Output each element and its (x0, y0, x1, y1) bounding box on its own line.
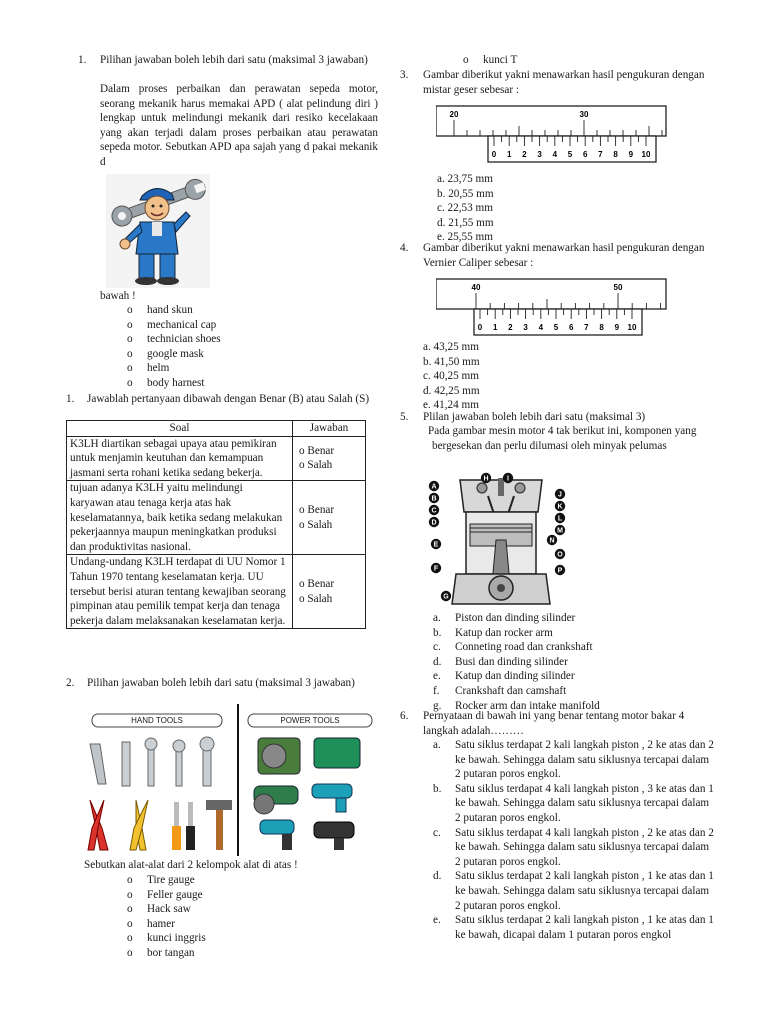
engine-part-label (441, 591, 451, 601)
true-false-table (66, 420, 366, 629)
svg-text:L: L (557, 515, 563, 523)
vernier-label: 0 (491, 150, 497, 159)
q1-tail: bawah ! (100, 290, 136, 302)
svg-text:D: D (431, 519, 437, 527)
vernier-label: 0 (477, 323, 483, 332)
q3-option[interactable]: a. 23,75 mm (437, 173, 493, 185)
q1-number: 1. (78, 54, 87, 66)
vernier-label: 2 (522, 150, 527, 159)
jawaban-cell (293, 555, 366, 629)
q1-title: Pilihan jawaban boleh lebih dari satu (maksimal 3 jawaban) (100, 54, 368, 66)
power-tools-label: POWER TOOLS (280, 716, 340, 725)
vernier-label: 5 (553, 323, 559, 332)
q5-option[interactable]: f. Crankshaft dan camshaft (433, 684, 567, 697)
svg-text:J: J (558, 491, 562, 499)
q3-option[interactable]: b. 20,55 mm (437, 187, 494, 200)
vernier-label: 2 (508, 323, 513, 332)
col-soal-header: Soal (67, 421, 293, 437)
jawaban-cell (293, 481, 366, 555)
soal-cell: Undang-undang K3LH terdapat di UU Nomor 1 Tahun 1970 tentang keselamatan kerja. UU tersebut berisi aturan tentang kewajiban seorang pimpinan atau pemilik tempat kerja dan tenaga pekerja dalam melaksanakan keselamatan kerja. (67, 555, 293, 629)
q5-options (433, 611, 600, 713)
q5-option[interactable]: a. Piston dan dinding silinder (433, 612, 576, 624)
svg-text:C: C (431, 507, 437, 515)
q5-title: Plilan jawaban boleh lebih dari satu (maksimal 3) (423, 411, 646, 423)
main-scale (436, 279, 666, 309)
vernier-label: 6 (582, 150, 588, 159)
table-row (67, 555, 366, 629)
soal-cell: K3LH diartikan sebagai upaya atau pemikiran untuk menjamin keutuhan dan kemampuan jasmani serta rohani ketika sedang bekerja. (67, 436, 293, 481)
q4-number: 4. (400, 242, 409, 254)
salah-option[interactable]: o Salah (299, 518, 333, 531)
q6-options (433, 738, 715, 942)
q1-option[interactable]: o body harnest (127, 376, 221, 391)
vernier-label: 7 (584, 323, 589, 332)
vernier-label: 5 (567, 150, 573, 159)
q6-option[interactable]: e. Satu siklus terdapat 2 kali langkah piston , 1 ke atas dan 1 ke bawah, dicapai dalam 1 putaran poros engkol (433, 914, 714, 941)
q4-title: Gambar diberikut yakni menawarkan hasil pengukuran dengan Vernier Caliper sebesar : (423, 242, 705, 269)
engine-part-label (429, 493, 439, 503)
caliper-q3 (436, 104, 668, 166)
svg-text:I: I (507, 475, 509, 483)
main-scale-label: 40 (471, 283, 481, 292)
q2-title: Pilihan jawaban boleh lebih dari satu (maksimal 3 jawaban) (87, 677, 355, 689)
svg-text:O: O (557, 551, 563, 559)
vernier-label: 9 (614, 323, 620, 332)
qbs-number: 1. (66, 393, 75, 405)
q6-option[interactable]: b. Satu siklus terdapat 4 kali langkah piston , 3 ke atas dan 1 ke bawah. Sehingga dalam satu siklusnya tercapai dalam 2 putaran poros engkol. (433, 782, 714, 824)
vernier-label: 3 (537, 150, 542, 159)
salah-option[interactable]: o Salah (299, 592, 333, 605)
tools-illustration (78, 704, 384, 856)
engine-part-label (481, 473, 491, 483)
q2-option[interactable]: o kunci inggris (127, 931, 206, 946)
q4-option[interactable]: c. 40,25 mm (423, 370, 479, 383)
q1-body: Dalam proses perbaikan dan perawatan sepeda motor, seorang mekanik harus memakai APD ( alat pelindung diri ) lengkap untuk melindungi mekanik dari resiko kecelakaan yang akan terjadi dalam proses perbaikan atau perawatan sepeda motor. Sebutkan APD apa sajah yang d pakai mekanik d (100, 83, 378, 168)
svg-text:H: H (483, 475, 489, 483)
qbs-title: Jawablah pertanyaan dibawah dengan Benar (B) atau Salah (S) (87, 393, 370, 405)
engine-part-label (555, 501, 565, 511)
vernier-label: 1 (506, 150, 512, 159)
engine-part-label (431, 539, 441, 549)
q3-option[interactable]: e. 25,55 mm (437, 231, 493, 244)
engine-part-label (547, 535, 557, 545)
benar-option[interactable]: o Benar (299, 444, 335, 457)
vernier-label: 10 (641, 150, 651, 159)
q1-option[interactable]: o google mask (127, 347, 221, 362)
q5-number: 5. (400, 411, 409, 423)
q1-option[interactable]: o hand skun (127, 303, 221, 318)
q6-number: 6. (400, 710, 409, 722)
caliper-q4 (436, 277, 668, 339)
vernier-label: 7 (598, 150, 603, 159)
q2-option[interactable]: o Feller gauge (127, 888, 206, 903)
q1-option[interactable]: o mechanical cap (127, 318, 221, 333)
svg-text:M: M (557, 527, 563, 535)
q2-extra-option-list (463, 53, 517, 68)
q1-option[interactable]: o technician shoes (127, 332, 221, 347)
q3-number: 3. (400, 69, 409, 81)
q3-option[interactable]: d. 21,55 mm (437, 216, 494, 229)
q2-option[interactable]: o hamer (127, 917, 206, 932)
q5-option[interactable]: d. Busi dan dinding silinder (433, 655, 568, 668)
svg-text:G: G (443, 593, 449, 601)
q2-prompt: Sebutkan alat-alat dari 2 kelompok alat di atas ! (84, 859, 298, 871)
vernier-label: 6 (568, 323, 574, 332)
engine-part-label (555, 513, 565, 523)
soal-cell: tujuan adanya K3LH yaitu melindungi karyawan atau tenaga kerja atas hak keselamatannya, baik ketika sedang melakukan pekerjaannya maupun meningkatkan produksi dan produktivitas nasional. (67, 481, 293, 555)
svg-text:E: E (433, 541, 439, 549)
q2-options (127, 873, 206, 961)
main-scale (436, 106, 666, 136)
vernier-label: 1 (492, 323, 498, 332)
benar-option[interactable]: o Benar (299, 578, 335, 591)
q6-option[interactable]: d. Satu siklus terdapat 2 kali langkah piston , 1 ke atas dan 1 ke bawah. Sehingga dalam satu siklusnya tercapai dalam 2 putaran poros engkol. (433, 870, 714, 912)
main-scale-label: 30 (579, 110, 589, 119)
q5-option[interactable]: c. Conneting road dan crankshaft (433, 641, 593, 654)
q6-option[interactable]: c. Satu siklus terdapat 4 kali langkah piston , 2 ke atas dan 2 ke bawah. Sehingga dalam satu siklusnya tercapai dalam 2 putaran poros engkol. (433, 826, 714, 868)
vernier-label: 8 (599, 323, 604, 332)
vernier-label: 10 (627, 323, 637, 332)
svg-text:A: A (431, 483, 437, 491)
vernier-label: 4 (538, 323, 544, 332)
engine-part-label (429, 517, 439, 527)
engine-part-label (555, 549, 565, 559)
q6-title: Pernyataan di bawah ini yang benar tentang motor bakar 4 langkah adalah……… (423, 710, 685, 737)
q1-option[interactable]: o helm (127, 361, 221, 376)
jawaban-cell (293, 436, 366, 481)
engine-part-label (431, 563, 441, 573)
q2-option[interactable]: o Tire gauge (127, 873, 206, 888)
benar-option[interactable]: o Benar (299, 504, 335, 517)
svg-text:B: B (431, 495, 437, 503)
vernier-label: 4 (552, 150, 558, 159)
q4-option[interactable]: a. 43,25 mm (423, 341, 479, 353)
engine-part-label (429, 481, 439, 491)
q5-option[interactable]: b. Katup dan rocker arm (433, 626, 553, 639)
q4-option[interactable]: d. 42,25 mm (423, 384, 480, 397)
svg-text:F: F (433, 565, 439, 573)
q5-option[interactable]: e. Katup dan dinding silinder (433, 670, 575, 683)
q2-option[interactable]: o bor tangan (127, 946, 206, 961)
table-row (67, 436, 366, 481)
engine-diagram (426, 472, 576, 610)
engine-part-label (555, 565, 565, 575)
q2-option[interactable]: o Hack saw (127, 902, 206, 917)
vernier-label: 8 (613, 150, 618, 159)
engine-part-label (555, 489, 565, 499)
q4-option[interactable]: e. 41,24 mm (423, 399, 479, 412)
q4-options (423, 340, 480, 413)
q5-option[interactable]: g. Rocker arm dan intake manifold (433, 699, 600, 712)
engine-part-label (555, 525, 565, 535)
svg-text:P: P (557, 567, 563, 575)
vernier-label: 3 (523, 323, 528, 332)
col-jawaban-header: Jawaban (293, 421, 366, 437)
q3-title: Gambar diberikut yakni menawarkan hasil pengukuran dengan mistar geser sebesar : (423, 69, 705, 96)
salah-option[interactable]: o Salah (299, 459, 333, 472)
table-row (67, 481, 366, 555)
q3-option[interactable]: c. 22,53 mm (437, 202, 493, 215)
engine-part-label (429, 505, 439, 515)
svg-text:N: N (549, 537, 555, 545)
vernier-label: 9 (628, 150, 634, 159)
q1-options (127, 303, 221, 391)
hand-tools-label: HAND TOOLS (131, 716, 183, 725)
q5-body: Pada gambar mesin motor 4 tak berikut ini, komponen yang bergesekan dan perlu dilumasi oleh minyak pelumas (428, 425, 697, 452)
svg-text:K: K (557, 503, 563, 511)
q4-option[interactable]: b. 41,50 mm (423, 355, 480, 368)
q3-options (437, 172, 494, 245)
mechanic-illustration (106, 174, 210, 288)
engine-part-label (503, 473, 513, 483)
main-scale-label: 50 (613, 283, 623, 292)
q2-option[interactable]: o kunci T (463, 53, 517, 68)
q6-option[interactable]: a. Satu siklus terdapat 2 kali langkah piston , 2 ke atas dan 2 ke bawah. Sehingga dalam satu siklusnya tercapai dalam 2 putaran poros engkol. (433, 739, 714, 781)
q2-number: 2. (66, 677, 75, 689)
main-scale-label: 20 (449, 110, 459, 119)
